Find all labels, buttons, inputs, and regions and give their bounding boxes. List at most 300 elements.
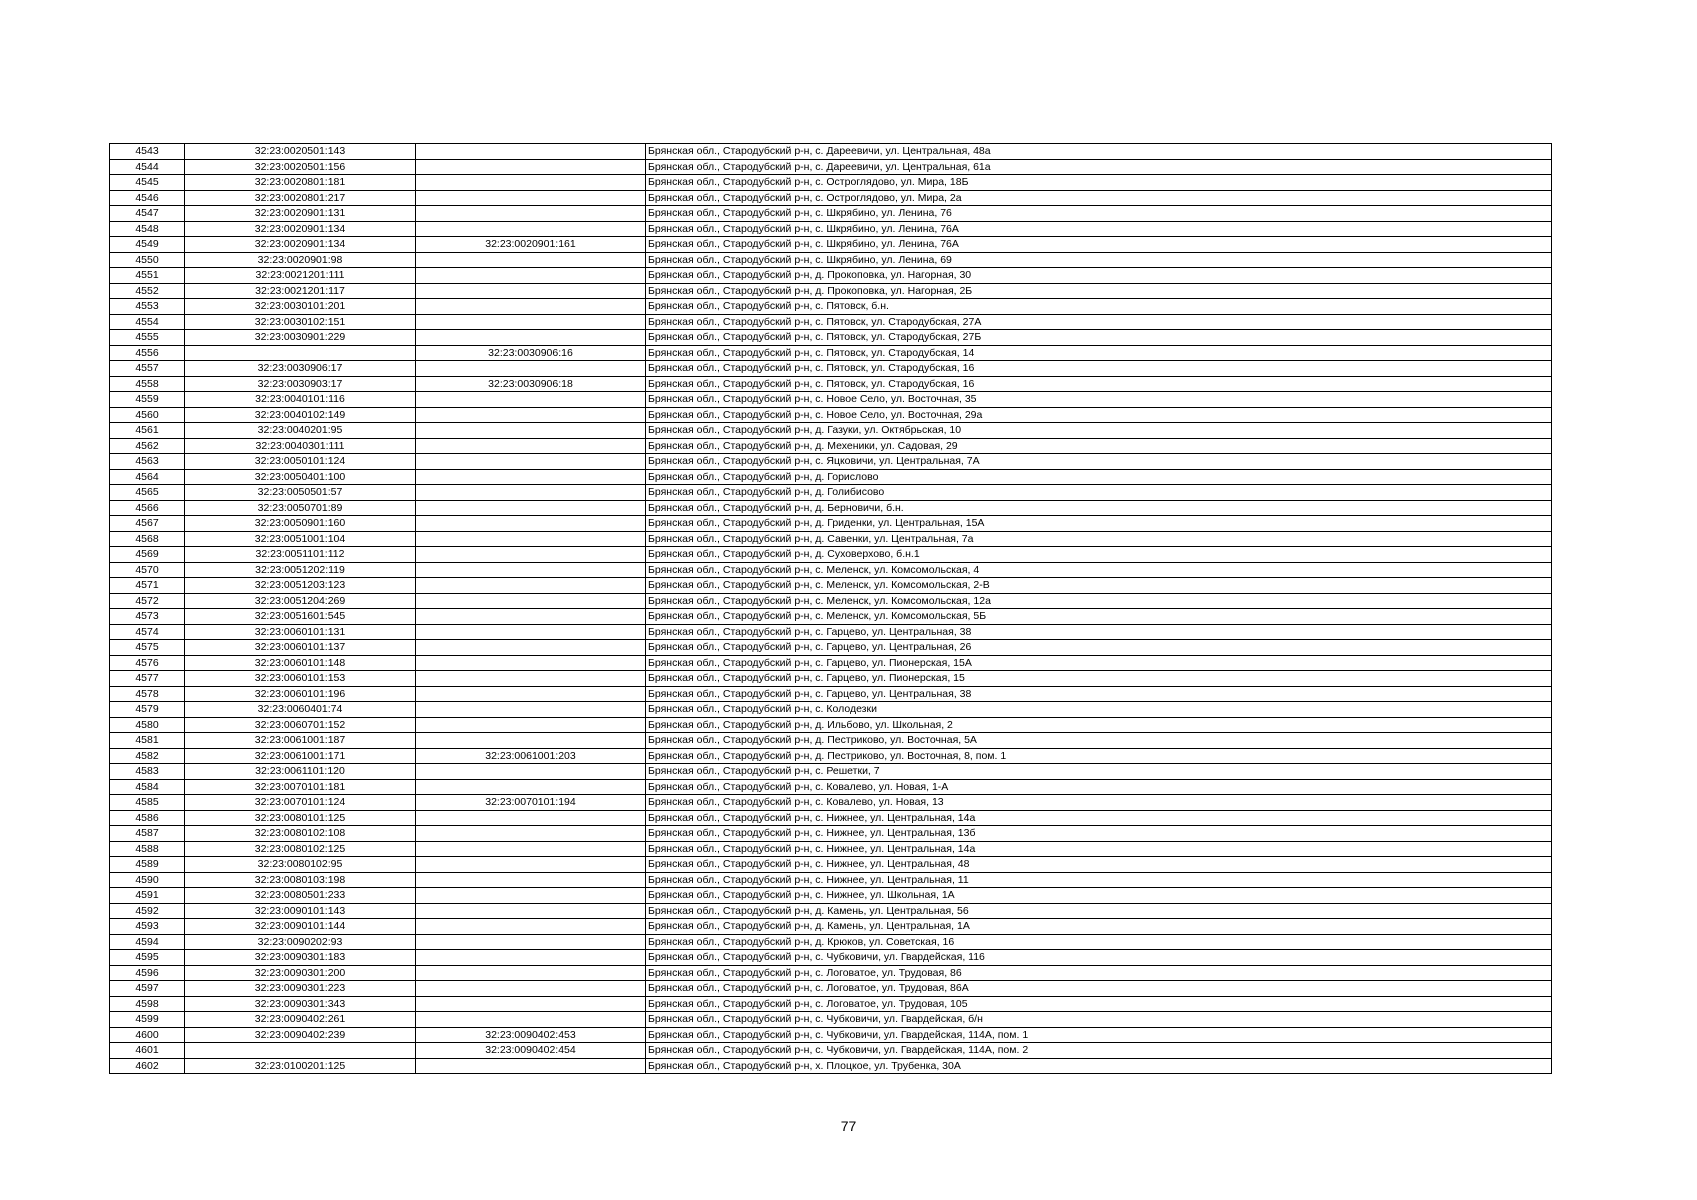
cadastral-number-cell: 32:23:0050101:124 bbox=[185, 454, 416, 470]
cadastral-number-cell: 32:23:0060701:152 bbox=[185, 717, 416, 733]
row-number-cell: 4557 bbox=[110, 361, 185, 377]
address-cell: Брянская обл., Стародубский р-н, с. Меленск, ул. Комсомольская, 2-В bbox=[646, 578, 1552, 594]
address-cell: Брянская обл., Стародубский р-н, с. Шкрябино, ул. Ленина, 69 bbox=[646, 252, 1552, 268]
cadastral-number-cell: 32:23:0090202:93 bbox=[185, 934, 416, 950]
cadastral-number-cell: 32:23:0020801:217 bbox=[185, 190, 416, 206]
row-number-cell: 4584 bbox=[110, 779, 185, 795]
linked-cadastral-number-cell bbox=[416, 159, 646, 175]
address-cell: Брянская обл., Стародубский р-н, с. Меленск, ул. Комсомольская, 12а bbox=[646, 593, 1552, 609]
address-cell: Брянская обл., Стародубский р-н, д. Крюков, ул. Советская, 16 bbox=[646, 934, 1552, 950]
cadastral-number-cell: 32:23:0050901:160 bbox=[185, 516, 416, 532]
table-row bbox=[110, 237, 1552, 253]
row-number-cell: 4591 bbox=[110, 888, 185, 904]
cadastral-number-cell: 32:23:0030901:229 bbox=[185, 330, 416, 346]
linked-cadastral-number-cell bbox=[416, 857, 646, 873]
cadastral-number-cell: 32:23:0020801:181 bbox=[185, 175, 416, 191]
cadastral-number-cell: 32:23:0030906:17 bbox=[185, 361, 416, 377]
row-number-cell: 4553 bbox=[110, 299, 185, 315]
cadastral-number-cell: 32:23:0090301:200 bbox=[185, 965, 416, 981]
property-register-table bbox=[109, 143, 1552, 1074]
address-cell: Брянская обл., Стародубский р-н, с. Шкрябино, ул. Ленина, 76А bbox=[646, 221, 1552, 237]
table-row bbox=[110, 175, 1552, 191]
cadastral-number-cell: 32:23:0040201:95 bbox=[185, 423, 416, 439]
linked-cadastral-number-cell bbox=[416, 919, 646, 935]
address-cell: Брянская обл., Стародубский р-н, с. Решетки, 7 bbox=[646, 764, 1552, 780]
row-number-cell: 4546 bbox=[110, 190, 185, 206]
row-number-cell: 4601 bbox=[110, 1043, 185, 1059]
row-number-cell: 4564 bbox=[110, 469, 185, 485]
table-row bbox=[110, 500, 1552, 516]
linked-cadastral-number-cell: 32:23:0070101:194 bbox=[416, 795, 646, 811]
linked-cadastral-number-cell bbox=[416, 268, 646, 284]
cadastral-number-cell: 32:23:0090301:223 bbox=[185, 981, 416, 997]
row-number-cell: 4594 bbox=[110, 934, 185, 950]
cadastral-number-cell: 32:23:0080501:233 bbox=[185, 888, 416, 904]
row-number-cell: 4587 bbox=[110, 826, 185, 842]
address-cell: Брянская обл., Стародубский р-н, с. Новое Село, ул. Восточная, 29а bbox=[646, 407, 1552, 423]
row-number-cell: 4590 bbox=[110, 872, 185, 888]
linked-cadastral-number-cell bbox=[416, 407, 646, 423]
address-cell: Брянская обл., Стародубский р-н, д. Пестриково, ул. Восточная, 8, пом. 1 bbox=[646, 748, 1552, 764]
linked-cadastral-number-cell bbox=[416, 671, 646, 687]
row-number-cell: 4589 bbox=[110, 857, 185, 873]
table-row bbox=[110, 950, 1552, 966]
address-cell: Брянская обл., Стародубский р-н, с. Чубковичи, ул. Гвардейская, 116 bbox=[646, 950, 1552, 966]
cadastral-number-cell: 32:23:0020501:143 bbox=[185, 144, 416, 160]
cadastral-number-cell: 32:23:0051202:119 bbox=[185, 562, 416, 578]
table-body bbox=[110, 144, 1552, 1074]
row-number-cell: 4582 bbox=[110, 748, 185, 764]
linked-cadastral-number-cell bbox=[416, 872, 646, 888]
table-row bbox=[110, 655, 1552, 671]
address-cell: Брянская обл., Стародубский р-н, с. Нижнее, ул. Центральная, 14а bbox=[646, 841, 1552, 857]
table-row bbox=[110, 671, 1552, 687]
address-cell: Брянская обл., Стародубский р-н, с. Чубковичи, ул. Гвардейская, 114А, пом. 2 bbox=[646, 1043, 1552, 1059]
linked-cadastral-number-cell: 32:23:0061001:203 bbox=[416, 748, 646, 764]
table-row bbox=[110, 578, 1552, 594]
address-cell: Брянская обл., Стародубский р-н, д. Горислово bbox=[646, 469, 1552, 485]
row-number-cell: 4558 bbox=[110, 376, 185, 392]
cadastral-number-cell: 32:23:0100201:125 bbox=[185, 1058, 416, 1074]
row-number-cell: 4554 bbox=[110, 314, 185, 330]
linked-cadastral-number-cell bbox=[416, 190, 646, 206]
cadastral-number-cell: 32:23:0040301:111 bbox=[185, 438, 416, 454]
linked-cadastral-number-cell bbox=[416, 779, 646, 795]
address-cell: Брянская обл., Стародубский р-н, с. Пятовск, ул. Стародубская, 27Б bbox=[646, 330, 1552, 346]
linked-cadastral-number-cell bbox=[416, 950, 646, 966]
table-row bbox=[110, 531, 1552, 547]
linked-cadastral-number-cell: 32:23:0090402:453 bbox=[416, 1027, 646, 1043]
linked-cadastral-number-cell: 32:23:0030906:16 bbox=[416, 345, 646, 361]
address-cell: Брянская обл., Стародубский р-н, с. Пятовск, ул. Стародубская, 16 bbox=[646, 376, 1552, 392]
address-cell: Брянская обл., Стародубский р-н, д. Прокоповка, ул. Нагорная, 2Б bbox=[646, 283, 1552, 299]
linked-cadastral-number-cell bbox=[416, 283, 646, 299]
cadastral-number-cell: 32:23:0060101:196 bbox=[185, 686, 416, 702]
row-number-cell: 4566 bbox=[110, 500, 185, 516]
row-number-cell: 4550 bbox=[110, 252, 185, 268]
linked-cadastral-number-cell bbox=[416, 609, 646, 625]
row-number-cell: 4568 bbox=[110, 531, 185, 547]
table-row bbox=[110, 981, 1552, 997]
linked-cadastral-number-cell: 32:23:0030906:18 bbox=[416, 376, 646, 392]
address-cell: Брянская обл., Стародубский р-н, с. Гарцево, ул. Центральная, 38 bbox=[646, 624, 1552, 640]
cadastral-number-cell: 32:23:0051204:269 bbox=[185, 593, 416, 609]
table-row bbox=[110, 686, 1552, 702]
linked-cadastral-number-cell bbox=[416, 144, 646, 160]
table-row bbox=[110, 624, 1552, 640]
row-number-cell: 4578 bbox=[110, 686, 185, 702]
table-row bbox=[110, 888, 1552, 904]
linked-cadastral-number-cell bbox=[416, 903, 646, 919]
cadastral-number-cell: 32:23:0061101:120 bbox=[185, 764, 416, 780]
address-cell: Брянская обл., Стародубский р-н, д. Савенки, ул. Центральная, 7а bbox=[646, 531, 1552, 547]
cadastral-number-cell: 32:23:0051601:545 bbox=[185, 609, 416, 625]
table-row bbox=[110, 330, 1552, 346]
table-row bbox=[110, 221, 1552, 237]
linked-cadastral-number-cell bbox=[416, 562, 646, 578]
cadastral-number-cell: 32:23:0051101:112 bbox=[185, 547, 416, 563]
table-row bbox=[110, 810, 1552, 826]
linked-cadastral-number-cell bbox=[416, 934, 646, 950]
table-row bbox=[110, 361, 1552, 377]
address-cell: Брянская обл., Стародубский р-н, д. Гриденки, ул. Центральная, 15А bbox=[646, 516, 1552, 532]
cadastral-number-cell: 32:23:0060401:74 bbox=[185, 702, 416, 718]
address-cell: Брянская обл., Стародубский р-н, с. Пятовск, ул. Стародубская, 14 bbox=[646, 345, 1552, 361]
linked-cadastral-number-cell bbox=[416, 764, 646, 780]
table-row bbox=[110, 779, 1552, 795]
linked-cadastral-number-cell bbox=[416, 438, 646, 454]
cadastral-number-cell: 32:23:0020501:156 bbox=[185, 159, 416, 175]
address-cell: Брянская обл., Стародубский р-н, с. Шкрябино, ул. Ленина, 76А bbox=[646, 237, 1552, 253]
address-cell: Брянская обл., Стародубский р-н, с. Новое Село, ул. Восточная, 35 bbox=[646, 392, 1552, 408]
table-row bbox=[110, 965, 1552, 981]
row-number-cell: 4544 bbox=[110, 159, 185, 175]
linked-cadastral-number-cell bbox=[416, 516, 646, 532]
table-row bbox=[110, 252, 1552, 268]
address-cell: Брянская обл., Стародубский р-н, с. Нижнее, ул. Центральная, 48 bbox=[646, 857, 1552, 873]
row-number-cell: 4579 bbox=[110, 702, 185, 718]
linked-cadastral-number-cell bbox=[416, 640, 646, 656]
cadastral-number-cell: 32:23:0061001:187 bbox=[185, 733, 416, 749]
address-cell: Брянская обл., Стародубский р-н, с. Чубковичи, ул. Гвардейская, б/н bbox=[646, 1012, 1552, 1028]
cadastral-number-cell bbox=[185, 1043, 416, 1059]
row-number-cell: 4597 bbox=[110, 981, 185, 997]
page-number: 77 bbox=[840, 1118, 857, 1134]
table-row bbox=[110, 268, 1552, 284]
address-cell: Брянская обл., Стародубский р-н, с. Меленск, ул. Комсомольская, 4 bbox=[646, 562, 1552, 578]
linked-cadastral-number-cell bbox=[416, 810, 646, 826]
row-number-cell: 4548 bbox=[110, 221, 185, 237]
table-row bbox=[110, 903, 1552, 919]
table-row bbox=[110, 283, 1552, 299]
linked-cadastral-number-cell bbox=[416, 996, 646, 1012]
row-number-cell: 4551 bbox=[110, 268, 185, 284]
table-row bbox=[110, 1058, 1552, 1074]
table-row bbox=[110, 1027, 1552, 1043]
table-row bbox=[110, 934, 1552, 950]
table-row bbox=[110, 748, 1552, 764]
address-cell: Брянская обл., Стародубский р-н, с. Дареевичи, ул. Центральная, 48а bbox=[646, 144, 1552, 160]
address-cell: Брянская обл., Стародубский р-н, с. Нижнее, ул. Центральная, 13б bbox=[646, 826, 1552, 842]
table-row bbox=[110, 702, 1552, 718]
row-number-cell: 4576 bbox=[110, 655, 185, 671]
row-number-cell: 4555 bbox=[110, 330, 185, 346]
linked-cadastral-number-cell bbox=[416, 717, 646, 733]
linked-cadastral-number-cell bbox=[416, 454, 646, 470]
cadastral-number-cell: 32:23:0060101:153 bbox=[185, 671, 416, 687]
address-cell: Брянская обл., Стародубский р-н, д. Ильбово, ул. Школьная, 2 bbox=[646, 717, 1552, 733]
address-cell: Брянская обл., Стародубский р-н, с. Остроглядово, ул. Мира, 18Б bbox=[646, 175, 1552, 191]
table-row bbox=[110, 392, 1552, 408]
row-number-cell: 4559 bbox=[110, 392, 185, 408]
linked-cadastral-number-cell bbox=[416, 578, 646, 594]
table-row bbox=[110, 841, 1552, 857]
address-cell: Брянская обл., Стародубский р-н, с. Нижнее, ул. Центральная, 11 bbox=[646, 872, 1552, 888]
linked-cadastral-number-cell bbox=[416, 221, 646, 237]
row-number-cell: 4569 bbox=[110, 547, 185, 563]
address-cell: Брянская обл., Стародубский р-н, с. Гарцево, ул. Центральная, 38 bbox=[646, 686, 1552, 702]
table-row bbox=[110, 190, 1552, 206]
linked-cadastral-number-cell bbox=[416, 826, 646, 842]
row-number-cell: 4563 bbox=[110, 454, 185, 470]
address-cell: Брянская обл., Стародубский р-н, с. Меленск, ул. Комсомольская, 5Б bbox=[646, 609, 1552, 625]
table-row bbox=[110, 454, 1552, 470]
table-row bbox=[110, 609, 1552, 625]
table-row bbox=[110, 345, 1552, 361]
cadastral-number-cell: 32:23:0050501:57 bbox=[185, 485, 416, 501]
row-number-cell: 4585 bbox=[110, 795, 185, 811]
table-row bbox=[110, 407, 1552, 423]
linked-cadastral-number-cell bbox=[416, 423, 646, 439]
linked-cadastral-number-cell bbox=[416, 500, 646, 516]
row-number-cell: 4565 bbox=[110, 485, 185, 501]
row-number-cell: 4547 bbox=[110, 206, 185, 222]
table-row bbox=[110, 717, 1552, 733]
address-cell: Брянская обл., Стародубский р-н, с. Остроглядово, ул. Мира, 2а bbox=[646, 190, 1552, 206]
cadastral-number-cell: 32:23:0090301:343 bbox=[185, 996, 416, 1012]
row-number-cell: 4567 bbox=[110, 516, 185, 532]
address-cell: Брянская обл., Стародубский р-н, с. Логоватое, ул. Трудовая, 86А bbox=[646, 981, 1552, 997]
linked-cadastral-number-cell bbox=[416, 531, 646, 547]
cadastral-number-cell: 32:23:0051001:104 bbox=[185, 531, 416, 547]
linked-cadastral-number-cell bbox=[416, 361, 646, 377]
cadastral-number-cell: 32:23:0020901:134 bbox=[185, 237, 416, 253]
address-cell: Брянская обл., Стародубский р-н, х. Плоцкое, ул. Трубенка, 30А bbox=[646, 1058, 1552, 1074]
row-number-cell: 4543 bbox=[110, 144, 185, 160]
table-row bbox=[110, 826, 1552, 842]
linked-cadastral-number-cell bbox=[416, 175, 646, 191]
linked-cadastral-number-cell bbox=[416, 965, 646, 981]
linked-cadastral-number-cell: 32:23:0020901:161 bbox=[416, 237, 646, 253]
table-row bbox=[110, 299, 1552, 315]
table-row bbox=[110, 1043, 1552, 1059]
row-number-cell: 4581 bbox=[110, 733, 185, 749]
address-cell: Брянская обл., Стародубский р-н, с. Гарцево, ул. Центральная, 26 bbox=[646, 640, 1552, 656]
cadastral-number-cell bbox=[185, 345, 416, 361]
address-cell: Брянская обл., Стародубский р-н, с. Чубковичи, ул. Гвардейская, 114А, пом. 1 bbox=[646, 1027, 1552, 1043]
table-row bbox=[110, 314, 1552, 330]
linked-cadastral-number-cell bbox=[416, 733, 646, 749]
row-number-cell: 4571 bbox=[110, 578, 185, 594]
address-cell: Брянская обл., Стародубский р-н, с. Гарцево, ул. Пионерская, 15 bbox=[646, 671, 1552, 687]
cadastral-number-cell: 32:23:0080102:95 bbox=[185, 857, 416, 873]
address-cell: Брянская обл., Стародубский р-н, с. Яцковичи, ул. Центральная, 7А bbox=[646, 454, 1552, 470]
table-row bbox=[110, 547, 1552, 563]
linked-cadastral-number-cell bbox=[416, 392, 646, 408]
table-row bbox=[110, 206, 1552, 222]
cadastral-number-cell: 32:23:0020901:131 bbox=[185, 206, 416, 222]
table-row bbox=[110, 593, 1552, 609]
row-number-cell: 4595 bbox=[110, 950, 185, 966]
address-cell: Брянская обл., Стародубский р-н, д. Прокоповка, ул. Нагорная, 30 bbox=[646, 268, 1552, 284]
cadastral-number-cell: 32:23:0051203:123 bbox=[185, 578, 416, 594]
cadastral-number-cell: 32:23:0090402:261 bbox=[185, 1012, 416, 1028]
address-cell: Брянская обл., Стародубский р-н, с. Логоватое, ул. Трудовая, 86 bbox=[646, 965, 1552, 981]
cadastral-number-cell: 32:23:0021201:117 bbox=[185, 283, 416, 299]
table-row bbox=[110, 1012, 1552, 1028]
cadastral-number-cell: 32:23:0061001:171 bbox=[185, 748, 416, 764]
cadastral-number-cell: 32:23:0040102:149 bbox=[185, 407, 416, 423]
address-cell: Брянская обл., Стародубский р-н, с. Гарцево, ул. Пионерская, 15А bbox=[646, 655, 1552, 671]
address-cell: Брянская обл., Стародубский р-н, с. Колодезки bbox=[646, 702, 1552, 718]
table-row bbox=[110, 764, 1552, 780]
row-number-cell: 4602 bbox=[110, 1058, 185, 1074]
row-number-cell: 4561 bbox=[110, 423, 185, 439]
row-number-cell: 4560 bbox=[110, 407, 185, 423]
cadastral-number-cell: 32:23:0090101:143 bbox=[185, 903, 416, 919]
address-cell: Брянская обл., Стародубский р-н, с. Шкрябино, ул. Ленина, 76 bbox=[646, 206, 1552, 222]
row-number-cell: 4600 bbox=[110, 1027, 185, 1043]
table-row bbox=[110, 795, 1552, 811]
linked-cadastral-number-cell bbox=[416, 655, 646, 671]
table-row bbox=[110, 872, 1552, 888]
cadastral-number-cell: 32:23:0080102:125 bbox=[185, 841, 416, 857]
cadastral-number-cell: 32:23:0090301:183 bbox=[185, 950, 416, 966]
address-cell: Брянская обл., Стародубский р-н, с. Ковалево, ул. Новая, 13 bbox=[646, 795, 1552, 811]
address-cell: Брянская обл., Стародубский р-н, д. Газуки, ул. Октябрьская, 10 bbox=[646, 423, 1552, 439]
row-number-cell: 4592 bbox=[110, 903, 185, 919]
table-row bbox=[110, 376, 1552, 392]
cadastral-number-cell: 32:23:0020901:134 bbox=[185, 221, 416, 237]
linked-cadastral-number-cell bbox=[416, 330, 646, 346]
cadastral-number-cell: 32:23:0021201:111 bbox=[185, 268, 416, 284]
row-number-cell: 4598 bbox=[110, 996, 185, 1012]
cadastral-number-cell: 32:23:0050701:89 bbox=[185, 500, 416, 516]
cadastral-number-cell: 32:23:0030102:151 bbox=[185, 314, 416, 330]
address-cell: Брянская обл., Стародубский р-н, с. Пятовск, ул. Стародубская, 27А bbox=[646, 314, 1552, 330]
cadastral-number-cell: 32:23:0070101:124 bbox=[185, 795, 416, 811]
linked-cadastral-number-cell bbox=[416, 485, 646, 501]
address-cell: Брянская обл., Стародубский р-н, д. Камень, ул. Центральная, 1А bbox=[646, 919, 1552, 935]
cadastral-number-cell: 32:23:0020901:98 bbox=[185, 252, 416, 268]
row-number-cell: 4570 bbox=[110, 562, 185, 578]
linked-cadastral-number-cell bbox=[416, 593, 646, 609]
cadastral-number-cell: 32:23:0060101:148 bbox=[185, 655, 416, 671]
address-cell: Брянская обл., Стародубский р-н, с. Нижнее, ул. Центральная, 14а bbox=[646, 810, 1552, 826]
address-cell: Брянская обл., Стародубский р-н, с. Дареевичи, ул. Центральная, 61а bbox=[646, 159, 1552, 175]
address-cell: Брянская обл., Стародубский р-н, д. Камень, ул. Центральная, 56 bbox=[646, 903, 1552, 919]
table-row bbox=[110, 857, 1552, 873]
cadastral-number-cell: 32:23:0030903:17 bbox=[185, 376, 416, 392]
cadastral-number-cell: 32:23:0060101:137 bbox=[185, 640, 416, 656]
row-number-cell: 4545 bbox=[110, 175, 185, 191]
row-number-cell: 4552 bbox=[110, 283, 185, 299]
row-number-cell: 4580 bbox=[110, 717, 185, 733]
address-cell: Брянская обл., Стародубский р-н, д. Суховерхово, б.н.1 bbox=[646, 547, 1552, 563]
table-row bbox=[110, 423, 1552, 439]
table-row bbox=[110, 996, 1552, 1012]
table-row bbox=[110, 144, 1552, 160]
cadastral-number-cell: 32:23:0090402:239 bbox=[185, 1027, 416, 1043]
linked-cadastral-number-cell bbox=[416, 1012, 646, 1028]
cadastral-number-cell: 32:23:0030101:201 bbox=[185, 299, 416, 315]
cadastral-number-cell: 32:23:0040101:116 bbox=[185, 392, 416, 408]
address-cell: Брянская обл., Стародубский р-н, с. Логоватое, ул. Трудовая, 105 bbox=[646, 996, 1552, 1012]
row-number-cell: 4577 bbox=[110, 671, 185, 687]
linked-cadastral-number-cell: 32:23:0090402:454 bbox=[416, 1043, 646, 1059]
cadastral-number-cell: 32:23:0080103:198 bbox=[185, 872, 416, 888]
cadastral-number-cell: 32:23:0050401:100 bbox=[185, 469, 416, 485]
address-cell: Брянская обл., Стародубский р-н, с. Пятовск, б.н. bbox=[646, 299, 1552, 315]
linked-cadastral-number-cell bbox=[416, 547, 646, 563]
table-row bbox=[110, 438, 1552, 454]
linked-cadastral-number-cell bbox=[416, 702, 646, 718]
cadastral-number-cell: 32:23:0080101:125 bbox=[185, 810, 416, 826]
table-row bbox=[110, 485, 1552, 501]
linked-cadastral-number-cell bbox=[416, 469, 646, 485]
row-number-cell: 4575 bbox=[110, 640, 185, 656]
row-number-cell: 4599 bbox=[110, 1012, 185, 1028]
table-row bbox=[110, 562, 1552, 578]
address-cell: Брянская обл., Стародубский р-н, д. Мехеники, ул. Садовая, 29 bbox=[646, 438, 1552, 454]
cadastral-number-cell: 32:23:0060101:131 bbox=[185, 624, 416, 640]
linked-cadastral-number-cell bbox=[416, 981, 646, 997]
cadastral-number-cell: 32:23:0070101:181 bbox=[185, 779, 416, 795]
address-cell: Брянская обл., Стародубский р-н, с. Пятовск, ул. Стародубская, 16 bbox=[646, 361, 1552, 377]
table-row bbox=[110, 733, 1552, 749]
address-cell: Брянская обл., Стародубский р-н, д. Голибисово bbox=[646, 485, 1552, 501]
row-number-cell: 4583 bbox=[110, 764, 185, 780]
table-row bbox=[110, 469, 1552, 485]
table-row bbox=[110, 159, 1552, 175]
linked-cadastral-number-cell bbox=[416, 252, 646, 268]
row-number-cell: 4588 bbox=[110, 841, 185, 857]
row-number-cell: 4562 bbox=[110, 438, 185, 454]
address-cell: Брянская обл., Стародубский р-н, д. Пестриково, ул. Восточная, 5А bbox=[646, 733, 1552, 749]
linked-cadastral-number-cell bbox=[416, 206, 646, 222]
address-cell: Брянская обл., Стародубский р-н, д. Берновичи, б.н. bbox=[646, 500, 1552, 516]
row-number-cell: 4574 bbox=[110, 624, 185, 640]
linked-cadastral-number-cell bbox=[416, 686, 646, 702]
table-row bbox=[110, 516, 1552, 532]
row-number-cell: 4596 bbox=[110, 965, 185, 981]
row-number-cell: 4573 bbox=[110, 609, 185, 625]
row-number-cell: 4593 bbox=[110, 919, 185, 935]
linked-cadastral-number-cell bbox=[416, 888, 646, 904]
linked-cadastral-number-cell bbox=[416, 314, 646, 330]
linked-cadastral-number-cell bbox=[416, 299, 646, 315]
address-cell: Брянская обл., Стародубский р-н, с. Нижнее, ул. Школьная, 1А bbox=[646, 888, 1552, 904]
table-row bbox=[110, 919, 1552, 935]
linked-cadastral-number-cell bbox=[416, 624, 646, 640]
cadastral-number-cell: 32:23:0090101:144 bbox=[185, 919, 416, 935]
table-row bbox=[110, 640, 1552, 656]
linked-cadastral-number-cell bbox=[416, 1058, 646, 1074]
address-cell: Брянская обл., Стародубский р-н, с. Ковалево, ул. Новая, 1-А bbox=[646, 779, 1552, 795]
row-number-cell: 4572 bbox=[110, 593, 185, 609]
row-number-cell: 4556 bbox=[110, 345, 185, 361]
linked-cadastral-number-cell bbox=[416, 841, 646, 857]
